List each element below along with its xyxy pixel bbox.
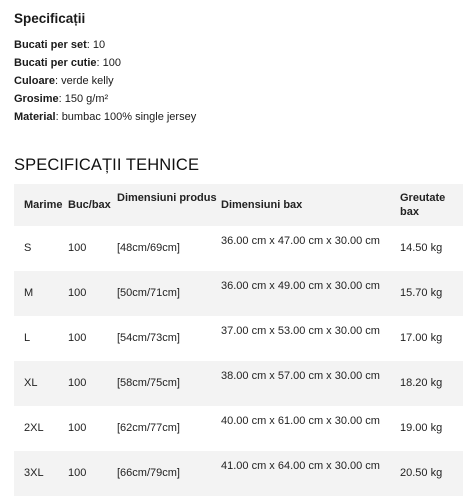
- cell-weight: 14.50 kg: [400, 242, 443, 254]
- cell-weight: 17.00 kg: [400, 332, 443, 344]
- cell-box-dim: 38.00 cm x 57.00 cm x 30.00 cm: [221, 370, 380, 382]
- cell-product-dim: [48cm/69cm]: [117, 242, 180, 254]
- cell-product-dim: [66cm/79cm]: [117, 467, 180, 479]
- cell-size: S: [24, 242, 32, 254]
- tech-specs-table: [14, 184, 463, 496]
- header-box-weight: Greutate bax: [400, 192, 446, 218]
- spec-value: : 100: [96, 57, 121, 69]
- spec-line-material: [14, 108, 463, 126]
- cell-size: XL: [24, 377, 38, 389]
- cell-weight: 19.00 kg: [400, 422, 443, 434]
- spec-key: Material: [14, 111, 56, 123]
- tech-specs-title: SPECIFICAȚII TEHNICE: [14, 156, 200, 174]
- cell-pcs: 100: [68, 332, 87, 344]
- cell-product-dim: [58cm/75cm]: [117, 377, 180, 389]
- cell-pcs: 100: [68, 422, 87, 434]
- spec-value: : 10: [86, 39, 106, 51]
- cell-size: 3XL: [24, 467, 44, 479]
- cell-weight: 15.70 kg: [400, 287, 443, 299]
- specs-title: Specificații: [14, 11, 86, 26]
- cell-box-dim: 37.00 cm x 53.00 cm x 30.00 cm: [221, 325, 380, 337]
- spec-line-box: [14, 54, 463, 72]
- cell-weight: 20.50 kg: [400, 467, 443, 479]
- spec-key: Culoare: [14, 75, 55, 87]
- header-size: Marime: [24, 199, 63, 211]
- table-row: [14, 226, 463, 271]
- cell-size: L: [24, 332, 31, 344]
- table-row: [14, 271, 463, 316]
- cell-pcs: 100: [68, 377, 87, 389]
- spec-value: : bumbac 100% single jersey: [55, 111, 197, 123]
- header-product-dimensions: Dimensiuni produs: [117, 192, 217, 204]
- cell-product-dim: [50cm/71cm]: [117, 287, 180, 299]
- spec-line-set: [14, 36, 463, 54]
- cell-box-dim: 41.00 cm x 64.00 cm x 30.00 cm: [221, 460, 380, 472]
- spec-line-weight: [14, 90, 463, 108]
- table-row: [14, 361, 463, 406]
- cell-pcs: 100: [68, 467, 87, 479]
- table-header: [14, 184, 463, 226]
- cell-box-dim: 36.00 cm x 49.00 cm x 30.00 cm: [221, 280, 380, 292]
- cell-pcs: 100: [68, 242, 87, 254]
- cell-product-dim: [54cm/73cm]: [117, 332, 180, 344]
- table-row: [14, 451, 463, 496]
- header-pcs-per-box: Buc/bax: [68, 199, 111, 211]
- cell-product-dim: [62cm/77cm]: [117, 422, 180, 434]
- table-row: [14, 316, 463, 361]
- header-box-dimensions: Dimensiuni bax: [221, 199, 303, 211]
- cell-weight: 18.20 kg: [400, 377, 443, 389]
- product-details: [14, 10, 463, 479]
- cell-box-dim: 36.00 cm x 47.00 cm x 30.00 cm: [221, 235, 380, 247]
- cell-size: 2XL: [24, 422, 44, 434]
- spec-value: : verde kelly: [54, 75, 114, 87]
- spec-value: : 150 g/m²: [58, 93, 109, 105]
- spec-line-color: [14, 72, 463, 90]
- spec-key: Grosime: [14, 93, 59, 105]
- table-row: [14, 406, 463, 451]
- cell-box-dim: 40.00 cm x 61.00 cm x 30.00 cm: [221, 415, 380, 427]
- cell-pcs: 100: [68, 287, 87, 299]
- spec-key: Bucati per set: [14, 39, 87, 51]
- spec-key: Bucati per cutie: [14, 57, 97, 69]
- cell-size: M: [24, 287, 34, 299]
